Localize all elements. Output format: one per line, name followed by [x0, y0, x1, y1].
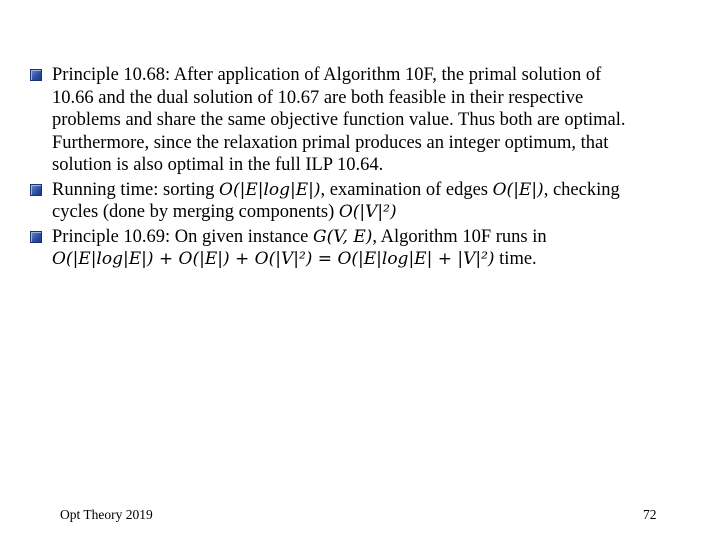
- text-line: Principle 10.68: After application of Algorithm 10F, the primal solution of: [52, 65, 602, 85]
- bullet-principle-10-69: [28, 226, 688, 271]
- page-number: 72: [643, 507, 657, 522]
- text-run: cycles (done by merging components): [52, 202, 339, 222]
- text-line: [52, 201, 688, 224]
- text-run: , Algorithm 10F runs in: [372, 226, 547, 247]
- math-expression: G(V, E): [313, 226, 373, 247]
- text-line: [52, 248, 688, 271]
- text-line: problems and share the same objective function value. Thus both are optimal.: [52, 110, 626, 130]
- text-run: , checking: [543, 179, 620, 200]
- math-expression: O(|V|²): [338, 202, 397, 222]
- text-run: time.: [494, 249, 537, 269]
- math-expression: O(|E|log|E|): [219, 179, 321, 200]
- square-bullet-icon: [30, 69, 42, 81]
- text-line: Furthermore, since the relaxation primal produces an integer optimum, that: [52, 132, 609, 153]
- text-line: [52, 179, 688, 202]
- square-bullet-icon: [30, 231, 42, 243]
- text-run: , examination of edges: [320, 179, 493, 200]
- math-expression: O(|E|log|E|) + O(|E|) + O(|V|²) = O(|E|log|E| + |V|²): [52, 249, 495, 269]
- text-run: Running time: sorting: [52, 179, 220, 200]
- text-run: Principle 10.69: On given instance: [52, 226, 314, 247]
- bullet-running-time: [28, 179, 688, 224]
- bullet-principle-10-68: [28, 64, 688, 177]
- footer-course-label: Opt Theory 2019: [60, 507, 153, 522]
- math-expression: O(|E|): [492, 179, 544, 200]
- bullet-list: [28, 64, 688, 273]
- text-line: 10.66 and the dual solution of 10.67 are both feasible in their respective: [52, 87, 584, 108]
- square-bullet-icon: [30, 184, 42, 196]
- text-line: [52, 226, 688, 249]
- text-line: solution is also optimal in the full ILP 10.64.: [52, 155, 384, 175]
